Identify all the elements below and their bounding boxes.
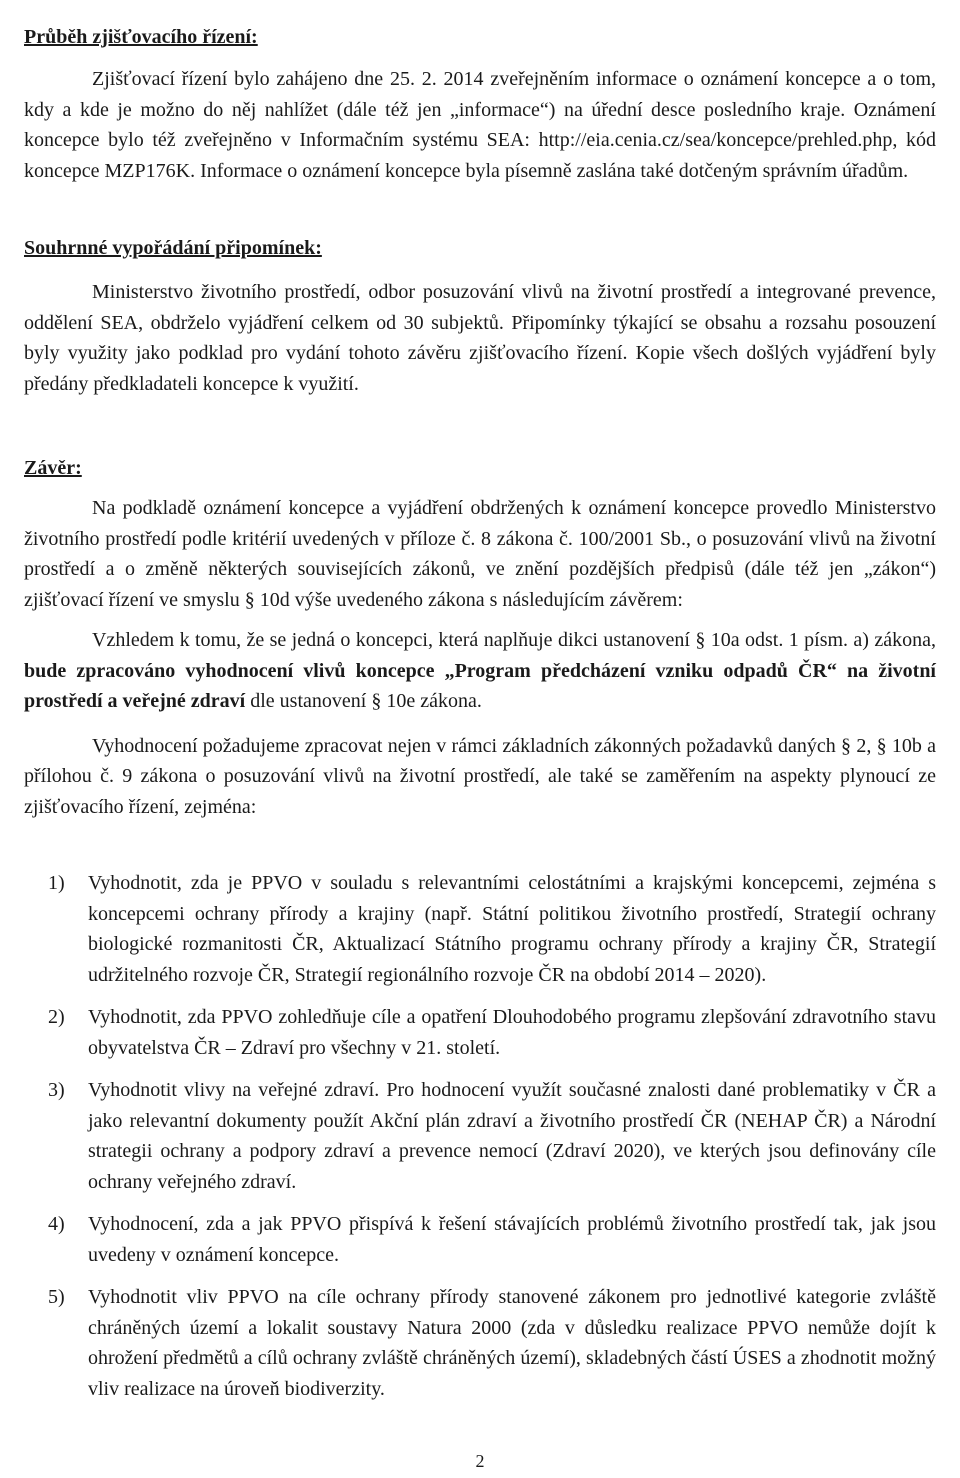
paragraph-zaver-3: Vyhodnocení požadujeme zpracovat nejen v rámci základních zákonných požadavků daných § 2, § 10b a přílohou č. 9 zákona o posuzování vlivů na životní prostředí, ale také se zaměřením na aspekty plynoucí ze zjišťovacího řízení, zejména: [24, 734, 936, 818]
section-heading-prubeh: Průběh zjišťovacího řízení: [24, 26, 258, 48]
list-item-text: Vyhodnotit vlivy na veřejné zdraví. Pro hodnocení využít současné znalosti dané problematiky v ČR a jako relevantní dokumenty použít Akční plán zdraví a životního prostředí ČR (NEHAP ČR) a Národní strategii ochrany a podpory zdraví a prevence nemocí (Zdraví 2020), ve kterých jsou definovány cíle ochrany veřejného zdraví. [88, 1079, 936, 1193]
list-item [24, 1282, 936, 1404]
list-item [24, 1075, 936, 1197]
zaver-2-outro: dle ustanovení § 10e zákona. [245, 690, 482, 712]
list-item [24, 868, 936, 990]
list-item-number: 5) [48, 1286, 65, 1308]
paragraph-souhrnne: Ministerstvo životního prostředí, odbor posuzování vlivů na životní prostředí a integrované prevence, oddělení SEA, obdrželo vyjádření celkem od 30 subjektů. Připomínky týkající se obsahu a rozsahu posouzení byly využity jako podklad pro vydání tohoto závěru zjišťovacího řízení. Kopie všech došlých vyjádření byly předány předkladateli koncepce k využití. [24, 281, 936, 395]
paragraph-zaver-2 [24, 625, 936, 717]
list-item [24, 1002, 936, 1063]
list-item-number: 1) [48, 872, 65, 894]
list-item-text: Vyhodnocení, zda a jak PPVO přispívá k řešení stávajících problémů životního prostředí tak, jak jsou uvedeny v oznámení koncepce. [88, 1213, 936, 1266]
list-item-text: Vyhodnotit, zda PPVO zohledňuje cíle a opatření Dlouhodobého programu zlepšování zdravotního stavu obyvatelstva ČR – Zdraví pro všechny v 21. století. [88, 1006, 936, 1059]
paragraph-zaver-1: Na podkladě oznámení koncepce a vyjádření obdržených k oznámení koncepce provedlo Ministerstvo životního prostředí podle kritérií uvedených v příloze č. 8 zákona č. 100/2001 Sb., o posuzování vlivů na životní prostředí a o změně některých souvisejících zákonů, ve znění pozdějších předpisů (dále též jen „zákon“) zjišťovací řízení ve smyslu § 10d výše uvedeného zákona s následujícím závěrem: [24, 497, 936, 611]
page-number: 2 [475, 1451, 485, 1471]
list-item-number: 4) [48, 1213, 65, 1235]
list-item-text: Vyhodnotit, zda je PPVO v souladu s relevantními celostátními a krajskými koncepcemi, zejména s koncepcemi ochrany přírody a krajiny (např. Státní politikou životního prostředí, Strategií ochrany biologické rozmanitosti ČR, Aktualizací Státního programu ochrany přírody a krajiny ČR, Strategií udržitelného rozvoje ČR, Strategií regionálního rozvoje ČR na období 2014 – 2020). [88, 872, 936, 986]
list-item-number: 3) [48, 1079, 65, 1101]
list-item [24, 1209, 936, 1270]
list-item-number: 2) [48, 1006, 65, 1028]
paragraph-prubeh: Zjišťovací řízení bylo zahájeno dne 25. 2. 2014 zveřejněním informace o oznámení koncepce a o tom, kdy a kde je možno do něj nahlížet (dále též jen „informace“) na úřední desce posledního kraje. Oznámení koncepce bylo též zveřejněno v Informačním systému SEA: http://eia.cenia.cz/sea/koncepce/prehled.php, kód koncepce MZP176K. Informace o oznámení koncepce byla písemně zaslána také dotčeným správním úřadům. [24, 68, 936, 182]
zaver-2-bold-conclusion: bude zpracováno vyhodnocení vlivů koncepce „Program předcházení vzniku odpadů ČR“ na životní prostředí a veřejné zdraví [24, 659, 936, 712]
zaver-2-intro: Vzhledem k tomu, že se jedná o koncepci, která naplňuje dikci ustanovení § 10a odst. 1 písm. a) zákona, [92, 629, 936, 651]
document-page [24, 22, 936, 1404]
list-item-text: Vyhodnotit vliv PPVO na cíle ochrany přírody stanovené zákonem pro jednotlivé kategorie zvláště chráněných území a lokalit soustavy Natura 2000 (zda v důsledku realizace PPVO nemůže dojít k ohrožení předmětů a cílů ochrany zvláště chráněných území), skladebných částí ÚSES a zhodnotit možný vliv realizace na úroveň biodiverzity. [88, 1286, 936, 1400]
section-heading-zaver: Závěr: [24, 457, 82, 479]
section-heading-souhrnne: Souhrnné vypořádání připomínek: [24, 237, 322, 259]
requirements-list [24, 868, 936, 1404]
